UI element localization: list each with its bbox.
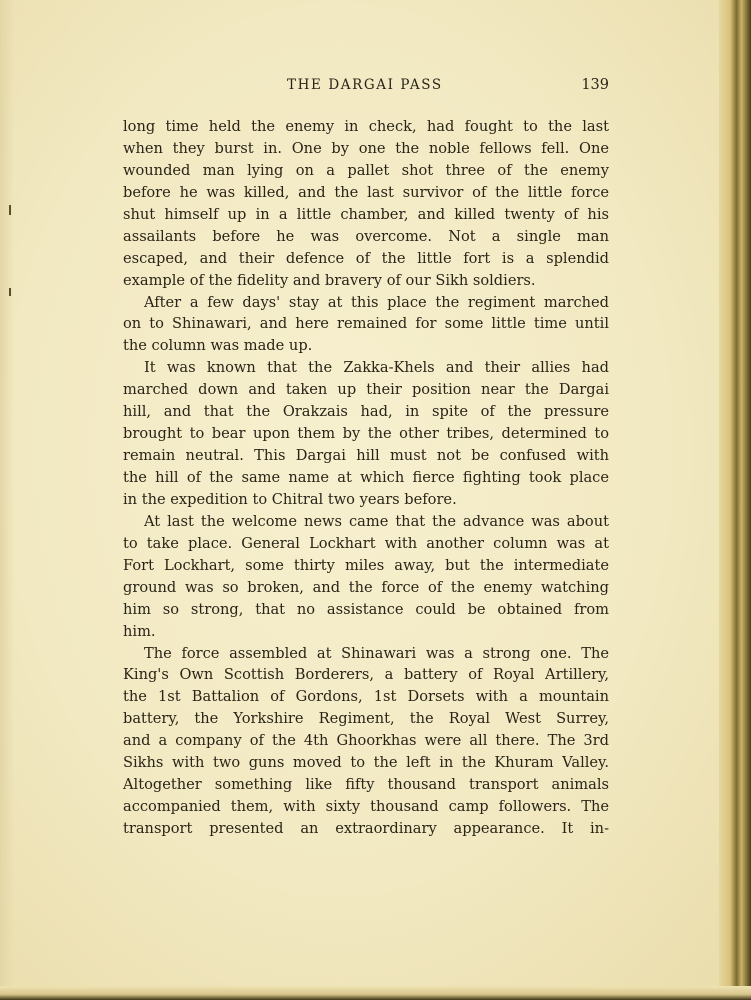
text-line: escaped, and their defence of the little fort is a splendid <box>123 249 609 267</box>
text-line: transport presented an extraordinary appearance. It in- <box>123 820 609 837</box>
body-text <box>123 116 609 840</box>
text-line: remain neutral. This Dargai hill must not be confused with <box>123 447 609 465</box>
text-line: him. <box>123 622 156 640</box>
text-line: wounded man lying on a pallet shot three of the enemy <box>123 161 609 179</box>
text-line: marched down and taken up their position near the Dargai <box>123 381 609 399</box>
text-line: to take place. General Lockhart with another column was at <box>123 534 609 552</box>
text-line: Sikhs with two guns moved to the left in the Khuram Valley. <box>123 754 609 772</box>
text-line: accompanied them, with sixty thousand camp followers. The <box>123 798 609 816</box>
text-line: on to Shinawari, and here remained for some little time until <box>123 315 609 333</box>
text-line: After a few days' stay at this place the regiment marched <box>144 293 609 311</box>
margin-mark <box>9 205 11 215</box>
running-title: THE DARGAI PASS <box>287 77 443 93</box>
text-line: It was known that the Zakka-Khels and their allies had <box>144 359 609 377</box>
page-number: 139 <box>581 77 609 93</box>
page-edge-right <box>719 0 751 1000</box>
text-line: Altogether something like fifty thousand transport animals <box>123 776 609 794</box>
text-line: hill, and that the Orakzais had, in spite of the pressure <box>123 403 609 421</box>
text-line: and a company of the 4th Ghoorkhas were all there. The 3rd <box>123 732 609 750</box>
text-line: long time held the enemy in check, had fought to the last <box>123 118 609 135</box>
running-header <box>123 77 609 99</box>
page-left-shadow <box>0 0 14 1000</box>
text-line: battery, the Yorkshire Regiment, the Royal West Surrey, <box>123 710 609 728</box>
text-line: ground was so broken, and the force of the enemy watching <box>123 578 609 596</box>
text-line: brought to bear upon them by the other tribes, determined to <box>123 425 609 443</box>
text-line: shut himself up in a little chamber, and killed twenty of his <box>123 205 609 223</box>
text-line: the 1st Battalion of Gordons, 1st Dorsets with a mountain <box>123 688 609 706</box>
text-line: when they burst in. One by one the noble fellows fell. One <box>123 139 609 157</box>
text-line: example of the fidelity and bravery of our Sikh soldiers. <box>123 271 536 289</box>
text-line: assailants before he was overcome. Not a single man <box>123 227 609 245</box>
text-line: the column was made up. <box>123 337 313 355</box>
margin-mark <box>9 288 11 296</box>
text-line: King's Own Scottish Borderers, a battery of Royal Artillery, <box>123 666 609 684</box>
text-line: The force assembled at Shinawari was a strong one. The <box>144 644 609 662</box>
page-edge-bottom <box>0 986 751 1000</box>
text-line: At last the welcome news came that the advance was about <box>144 512 609 530</box>
text-line: Fort Lockhart, some thirty miles away, but the intermediate <box>123 556 609 574</box>
text-line: him so strong, that no assistance could be obtained from <box>123 600 609 618</box>
text-line: before he was killed, and the last survivor of the little force <box>123 183 609 201</box>
text-line: the hill of the same name at which fierce fighting took place <box>123 469 609 486</box>
text-line: in the expedition to Chitral two years before. <box>123 490 457 508</box>
